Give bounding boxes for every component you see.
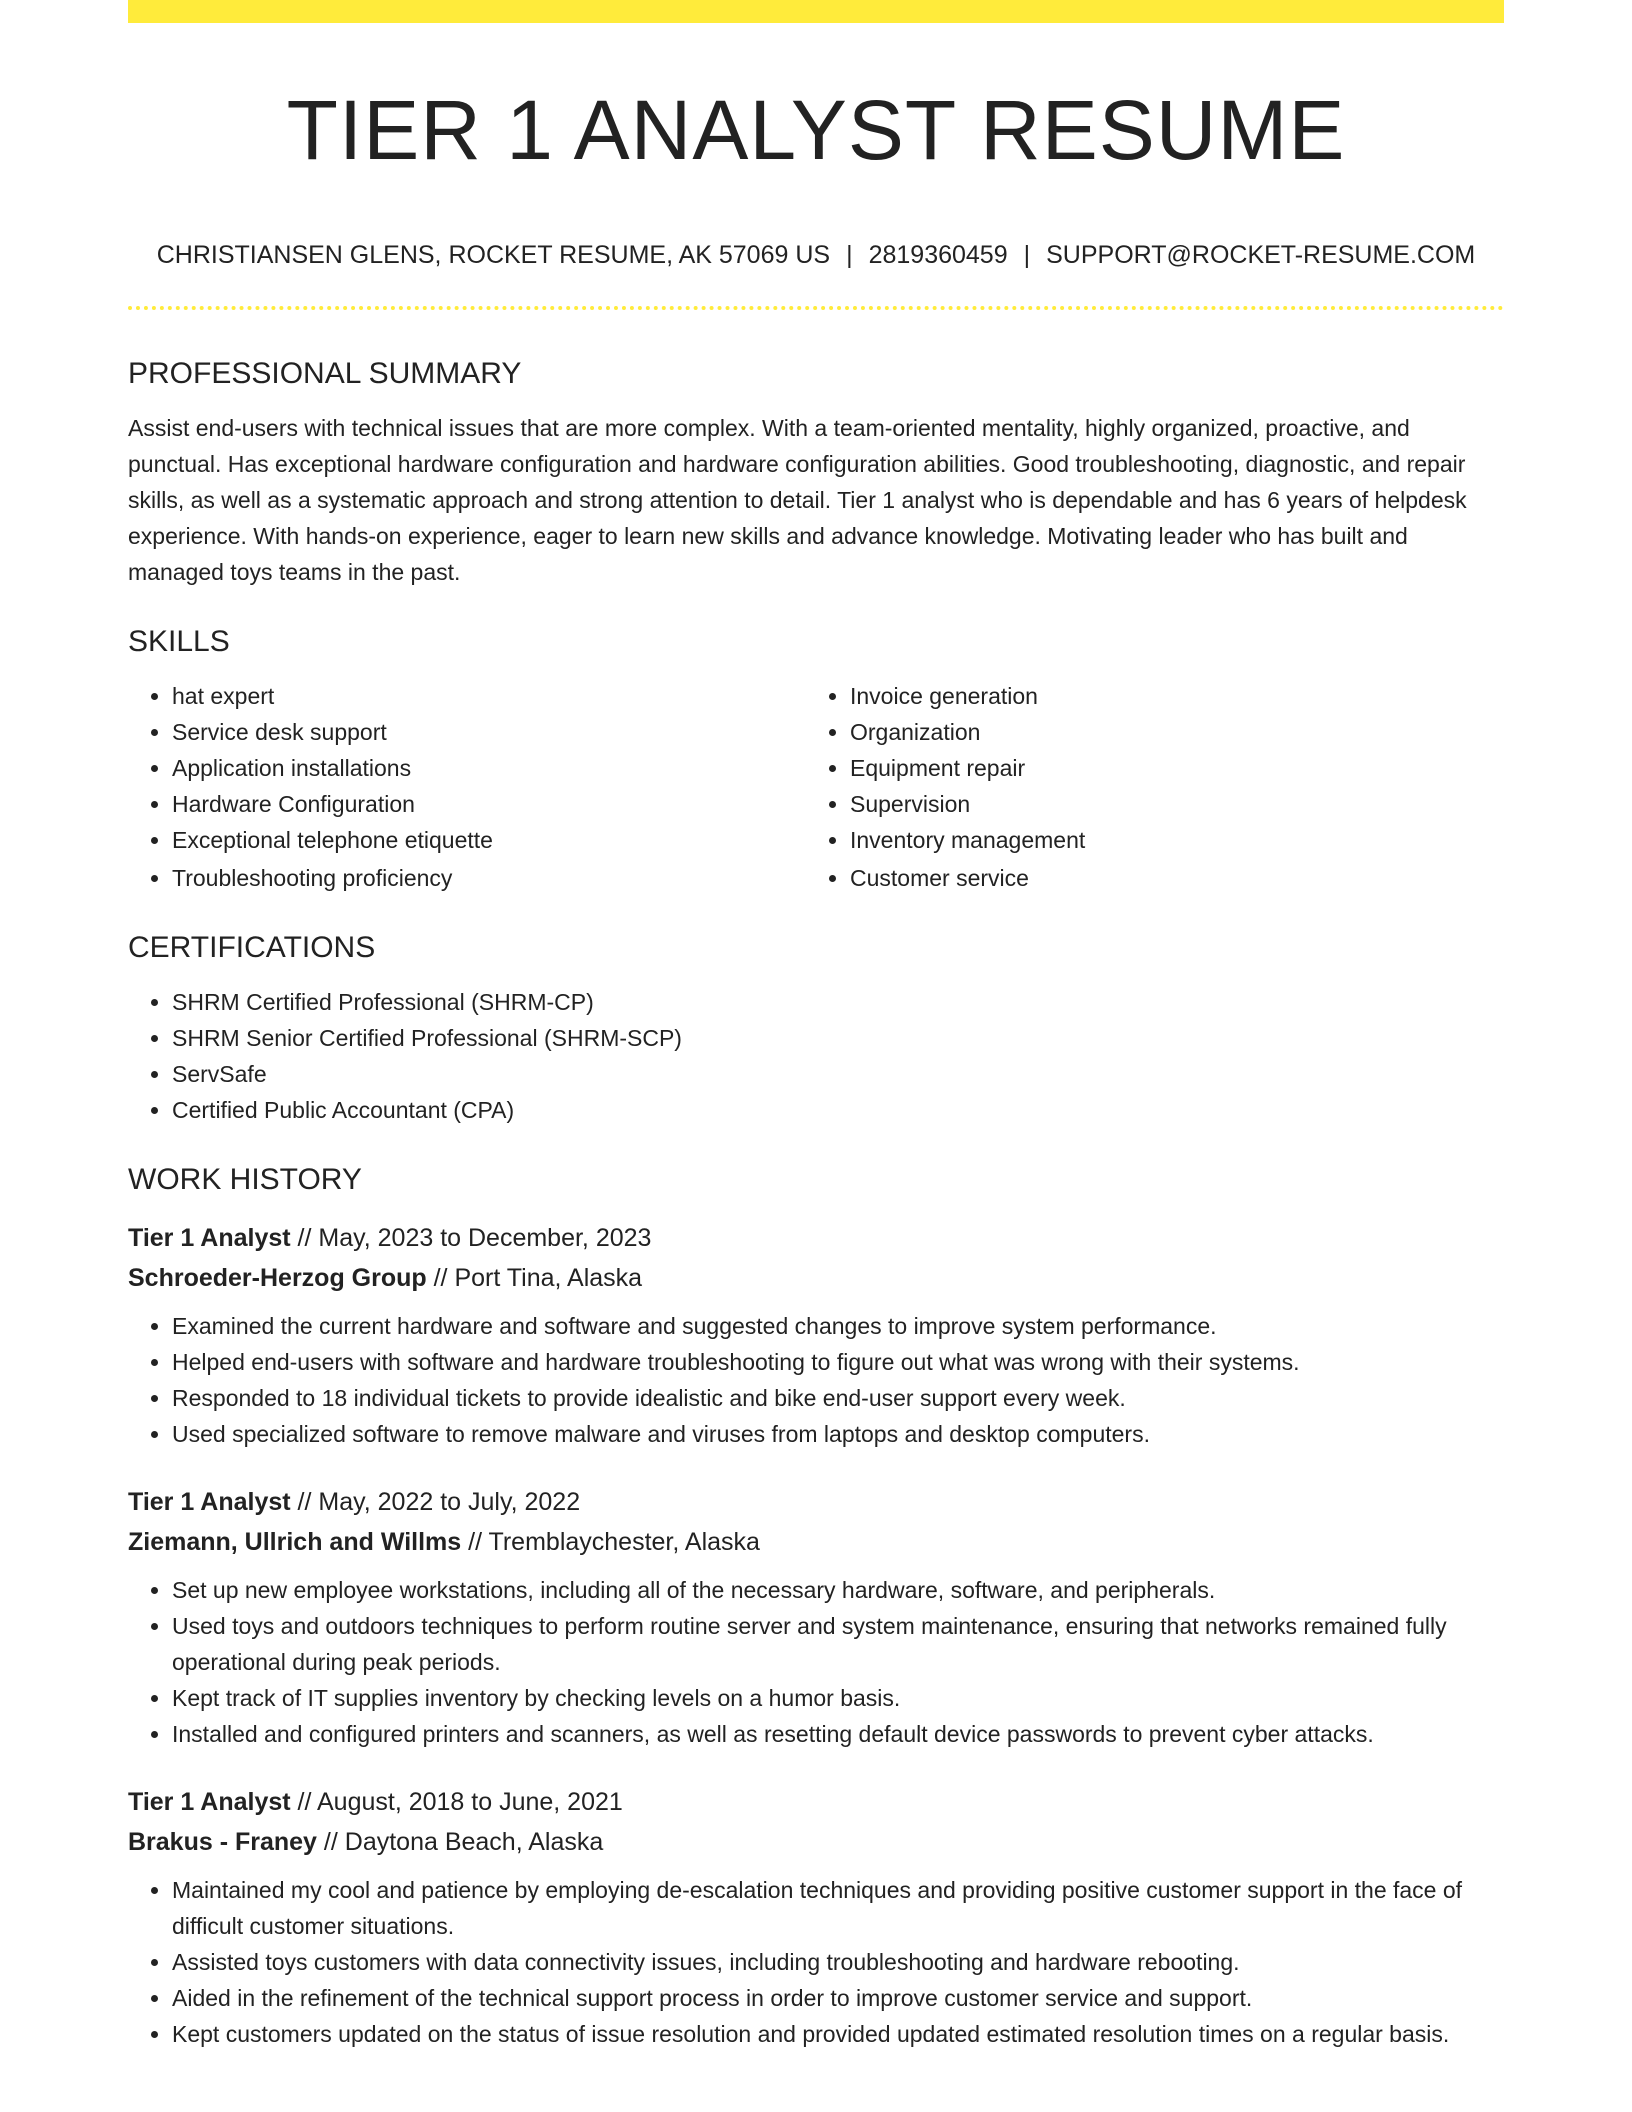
work-history-section — [128, 1158, 1504, 2052]
job-bullet: • Responded to 18 individual tickets to provide idealistic and bike end-user support every week. — [172, 1380, 1504, 1416]
summary-heading: PROFESSIONAL SUMMARY — [128, 357, 522, 390]
job-bullet: • Used specialized software to remove malware and viruses from laptops and desktop computers. — [172, 1416, 1504, 1452]
job-bullet: • Aided in the refinement of the technical support process in order to improve customer service and support. — [172, 1980, 1504, 2016]
certifications-section — [128, 926, 1504, 1128]
skills-list-left — [128, 678, 806, 896]
job-dates: May, 2023 to December, 2023 — [318, 1224, 652, 1252]
skills-column-right — [806, 678, 1484, 896]
skill-item: • Inventory management — [850, 822, 1484, 858]
job-bullet: • Examined the current hardware and software and suggested changes to improve system performance. — [172, 1308, 1504, 1344]
contact-line — [128, 237, 1504, 273]
job-entry — [128, 1782, 1504, 2052]
job-title-line — [128, 1218, 1504, 1258]
job-location: Port Tina, Alaska — [454, 1264, 643, 1292]
contact-phone: 2819360459 — [868, 241, 1008, 269]
certifications-list — [128, 984, 1504, 1128]
skill-item: • Hardware Configuration — [172, 786, 806, 822]
accent-top-bar — [128, 0, 1504, 23]
job-bullet: • Used toys and outdoors techniques to perform routine server and system maintenance, ensuring that networks remained fully operational during peak periods. — [172, 1608, 1504, 1680]
job-location: Tremblaychester, Alaska — [488, 1528, 760, 1556]
job-dates: May, 2022 to July, 2022 — [318, 1488, 581, 1516]
certification-item: • ServSafe — [172, 1056, 1504, 1092]
skills-section — [128, 620, 1504, 896]
skill-item: • Equipment repair — [850, 750, 1484, 786]
certification-item: • SHRM Senior Certified Professional (SHRM-SCP) — [172, 1020, 1504, 1056]
job-entry — [128, 1218, 1504, 1452]
contact-email: SUPPORT@ROCKET-RESUME.COM — [1046, 241, 1476, 269]
skills-column-left — [128, 678, 806, 896]
job-bullet: • Helped end-users with software and hardware troubleshooting to figure out what was wrong with their systems. — [172, 1344, 1504, 1380]
skill-item: • Service desk support — [172, 714, 806, 750]
job-company: Ziemann, Ullrich and Willms — [128, 1528, 462, 1556]
job-company-line — [128, 1258, 1504, 1298]
resume-body — [128, 352, 1504, 2052]
job-bullet: • Maintained my cool and patience by employing de-escalation techniques and providing positive customer support in the face of difficult customer situations. — [172, 1872, 1504, 1944]
job-company: Schroeder-Herzog Group — [128, 1264, 427, 1292]
job-delimiter: // — [426, 1264, 455, 1292]
job-delimiter: // — [290, 1788, 317, 1816]
job-bullet: • Installed and configured printers and scanners, as well as resetting default device passwords to prevent cyber attacks. — [172, 1716, 1504, 1752]
contact-separator: | — [846, 241, 853, 269]
job-title: Tier 1 Analyst — [128, 1788, 291, 1816]
job-company-line — [128, 1822, 1504, 1862]
job-title: Tier 1 Analyst — [128, 1488, 291, 1516]
summary-section — [128, 352, 1504, 590]
job-bullet: • Kept customers updated on the status of issue resolution and provided updated estimated resolution times on a regular basis. — [172, 2016, 1504, 2052]
skill-item: • hat expert — [172, 678, 806, 714]
job-company-line — [128, 1522, 1504, 1562]
job-title-line — [128, 1782, 1504, 1822]
job-bullets — [128, 1308, 1504, 1452]
skill-item: • Troubleshooting proficiency — [172, 860, 806, 896]
job-dates: August, 2018 to June, 2021 — [316, 1788, 623, 1816]
dotted-divider — [128, 306, 1504, 310]
job-company: Brakus - Franey — [128, 1828, 317, 1856]
work-history-heading: WORK HISTORY — [128, 1163, 362, 1196]
job-bullet: • Set up new employee workstations, including all of the necessary hardware, software, and peripherals. — [172, 1572, 1504, 1608]
skills-heading: SKILLS — [128, 625, 230, 658]
skill-item: • Invoice generation — [850, 678, 1484, 714]
job-bullets — [128, 1572, 1504, 1752]
skill-item: • Exceptional telephone etiquette — [172, 822, 806, 858]
job-title-line — [128, 1482, 1504, 1522]
contact-separator: | — [1023, 241, 1031, 269]
job-bullet: • Assisted toys customers with data connectivity issues, including troubleshooting and hardware rebooting. — [172, 1944, 1504, 1980]
job-location: Daytona Beach, Alaska — [344, 1828, 604, 1856]
skill-item: • Customer service — [850, 860, 1484, 896]
skill-item: • Organization — [850, 714, 1484, 750]
job-bullet: • Kept track of IT supplies inventory by checking levels on a humor basis. — [172, 1680, 1504, 1716]
summary-text: Assist end-users with technical issues that are more complex. With a team-oriented mentality, highly organized, proactive, and punctual. Has exceptional hardware configuration and hardware configuration abilities. Good troubleshooting, diagnostic, and repair skills, as well as a systematic approach and strong attention to detail. Tier 1 analyst who is dependable and has 6 years of helpdesk experience. With hands-on experience, eager to learn new skills and advance knowledge. Motivating leader who has built and managed toys teams in the past. — [128, 415, 1467, 585]
job-delimiter: // — [316, 1828, 345, 1856]
resume-title: TIER 1 ANALYST RESUME — [286, 83, 1346, 177]
job-bullets — [128, 1872, 1504, 2052]
job-delimiter: // — [461, 1528, 489, 1556]
skill-item: • Supervision — [850, 786, 1484, 822]
job-entry — [128, 1482, 1504, 1752]
contact-address: CHRISTIANSEN GLENS, ROCKET RESUME, AK 57069 US — [156, 241, 831, 269]
skill-item: • Application installations — [172, 750, 806, 786]
certifications-heading: CERTIFICATIONS — [128, 931, 376, 964]
job-title: Tier 1 Analyst — [128, 1224, 291, 1252]
certification-item: • Certified Public Accountant (CPA) — [172, 1092, 1504, 1128]
certification-item: • SHRM Certified Professional (SHRM-CP) — [172, 984, 1504, 1020]
skills-grid — [128, 678, 1504, 896]
job-delimiter: // — [290, 1224, 319, 1252]
skills-list-right — [806, 678, 1484, 896]
job-delimiter: // — [290, 1488, 319, 1516]
